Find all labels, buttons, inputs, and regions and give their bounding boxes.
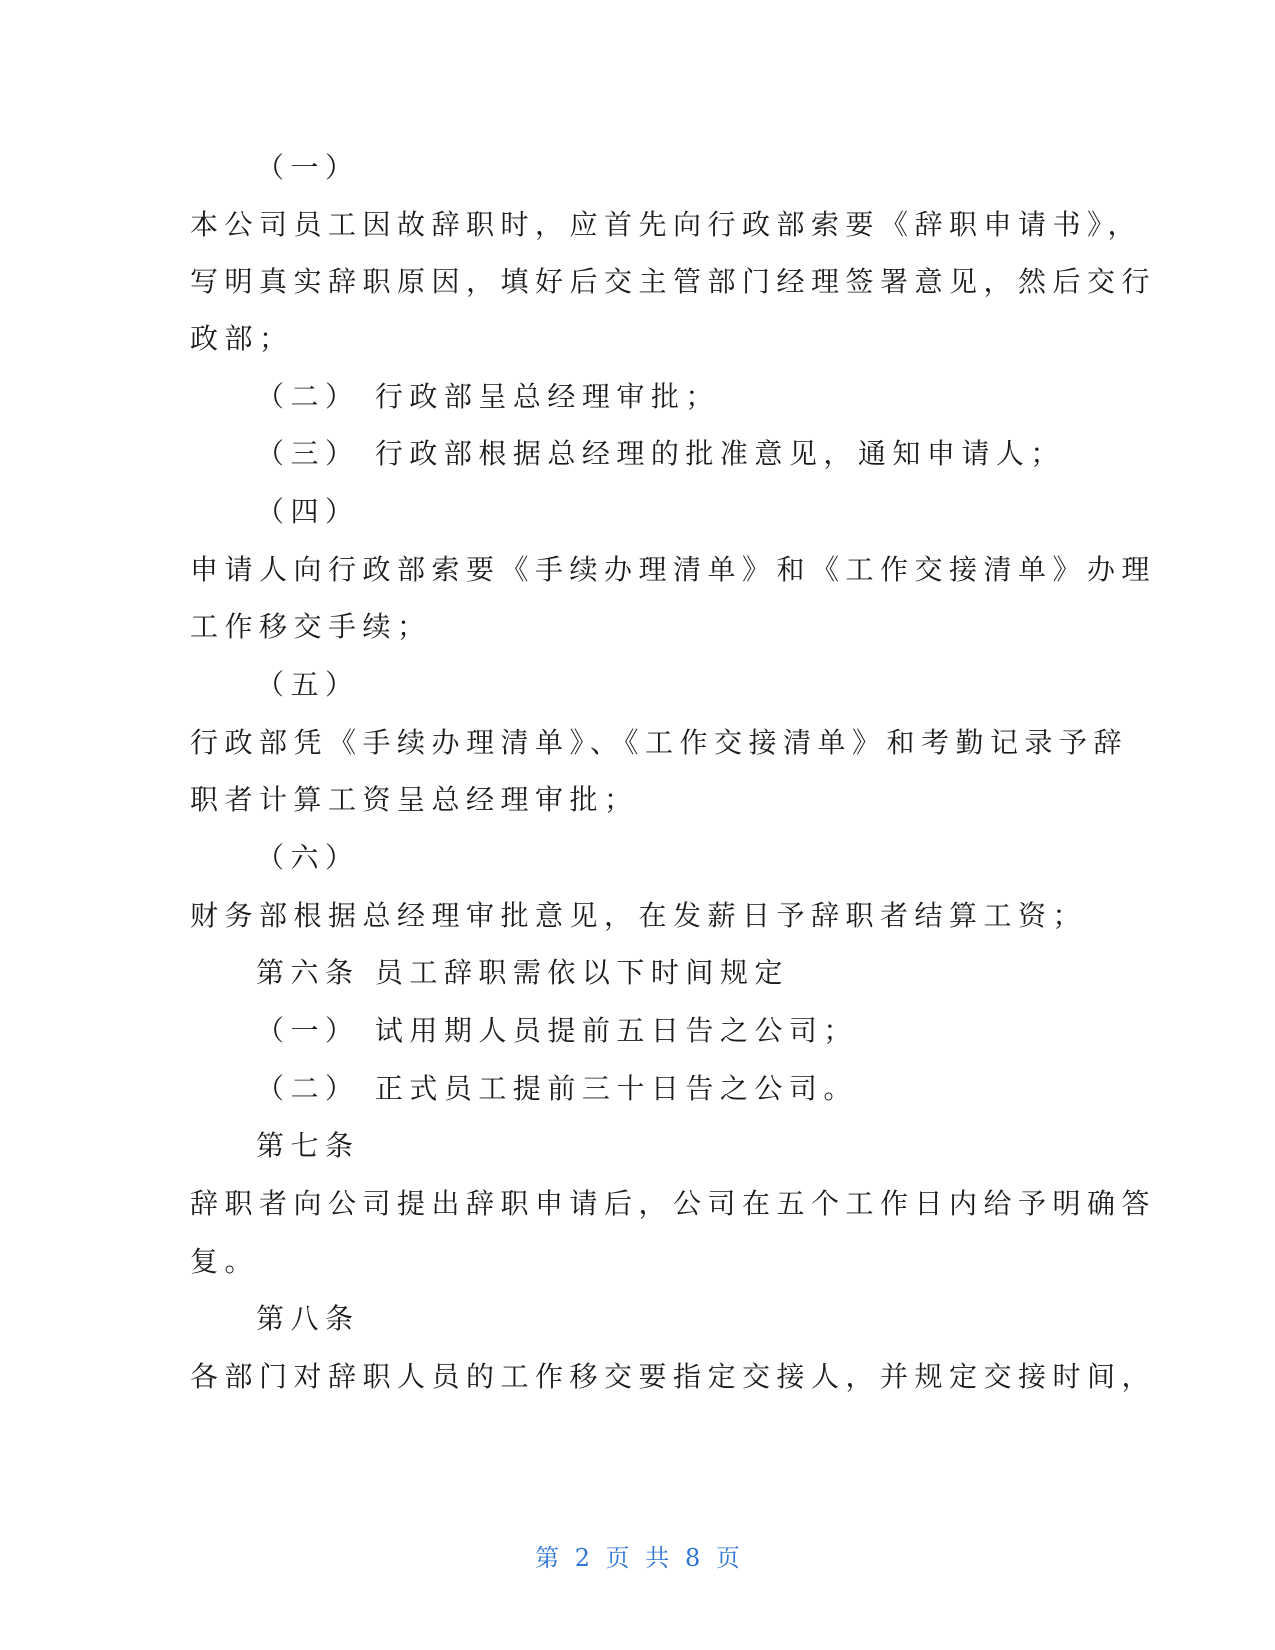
paragraph-line: 财务部根据总经理审批意见，在发薪日予辞职者结算工资； — [190, 899, 1088, 932]
paragraph-line: 写明真实辞职原因，填好后交主管部门经理签署意见，然后交行 — [190, 265, 1157, 298]
item-line-2: （二） 行政部呈总经理审批； — [256, 380, 720, 413]
page-number-footer: 第 2 页 共 8 页 — [535, 1544, 740, 1572]
item-marker-5: （五） — [256, 668, 360, 701]
paragraph-line: 辞职者向公司提出辞职申请后，公司在五个工作日内给予明确答 — [190, 1187, 1157, 1220]
article-heading-6: 第六条 员工辞职需依以下时间规定 — [256, 956, 789, 989]
paragraph-line: 复。 — [190, 1245, 260, 1278]
article-heading-8: 第八条 — [256, 1302, 360, 1335]
item-marker-6: （六） — [256, 841, 360, 874]
paragraph-line: 行政部凭《手续办理清单》、《工作交接清单》和考勤记录予辞 — [190, 726, 1129, 759]
item-line-3: （三） 行政部根据总经理的批准意见，通知申请人； — [256, 437, 1065, 470]
item-line: （一） 试用期人员提前五日告之公司； — [256, 1014, 858, 1047]
paragraph-line: 工作移交手续； — [190, 610, 432, 643]
paragraph-line: 申请人向行政部索要《手续办理清单》和《工作交接清单》办理 — [190, 553, 1157, 586]
item-marker-1: （一） — [256, 151, 360, 184]
paragraph-line: 政部； — [190, 322, 294, 355]
item-marker-4: （四） — [256, 495, 360, 528]
paragraph-line: 本公司员工因故辞职时，应首先向行政部索要《辞职申请书》， — [190, 208, 1143, 241]
paragraph-line: 职者计算工资呈总经理审批； — [190, 783, 639, 816]
paragraph-line: 各部门对辞职人员的工作移交要指定交接人，并规定交接时间， — [190, 1360, 1157, 1393]
item-line: （二） 正式员工提前三十日告之公司。 — [256, 1072, 858, 1105]
article-heading-7: 第七条 — [256, 1129, 360, 1162]
